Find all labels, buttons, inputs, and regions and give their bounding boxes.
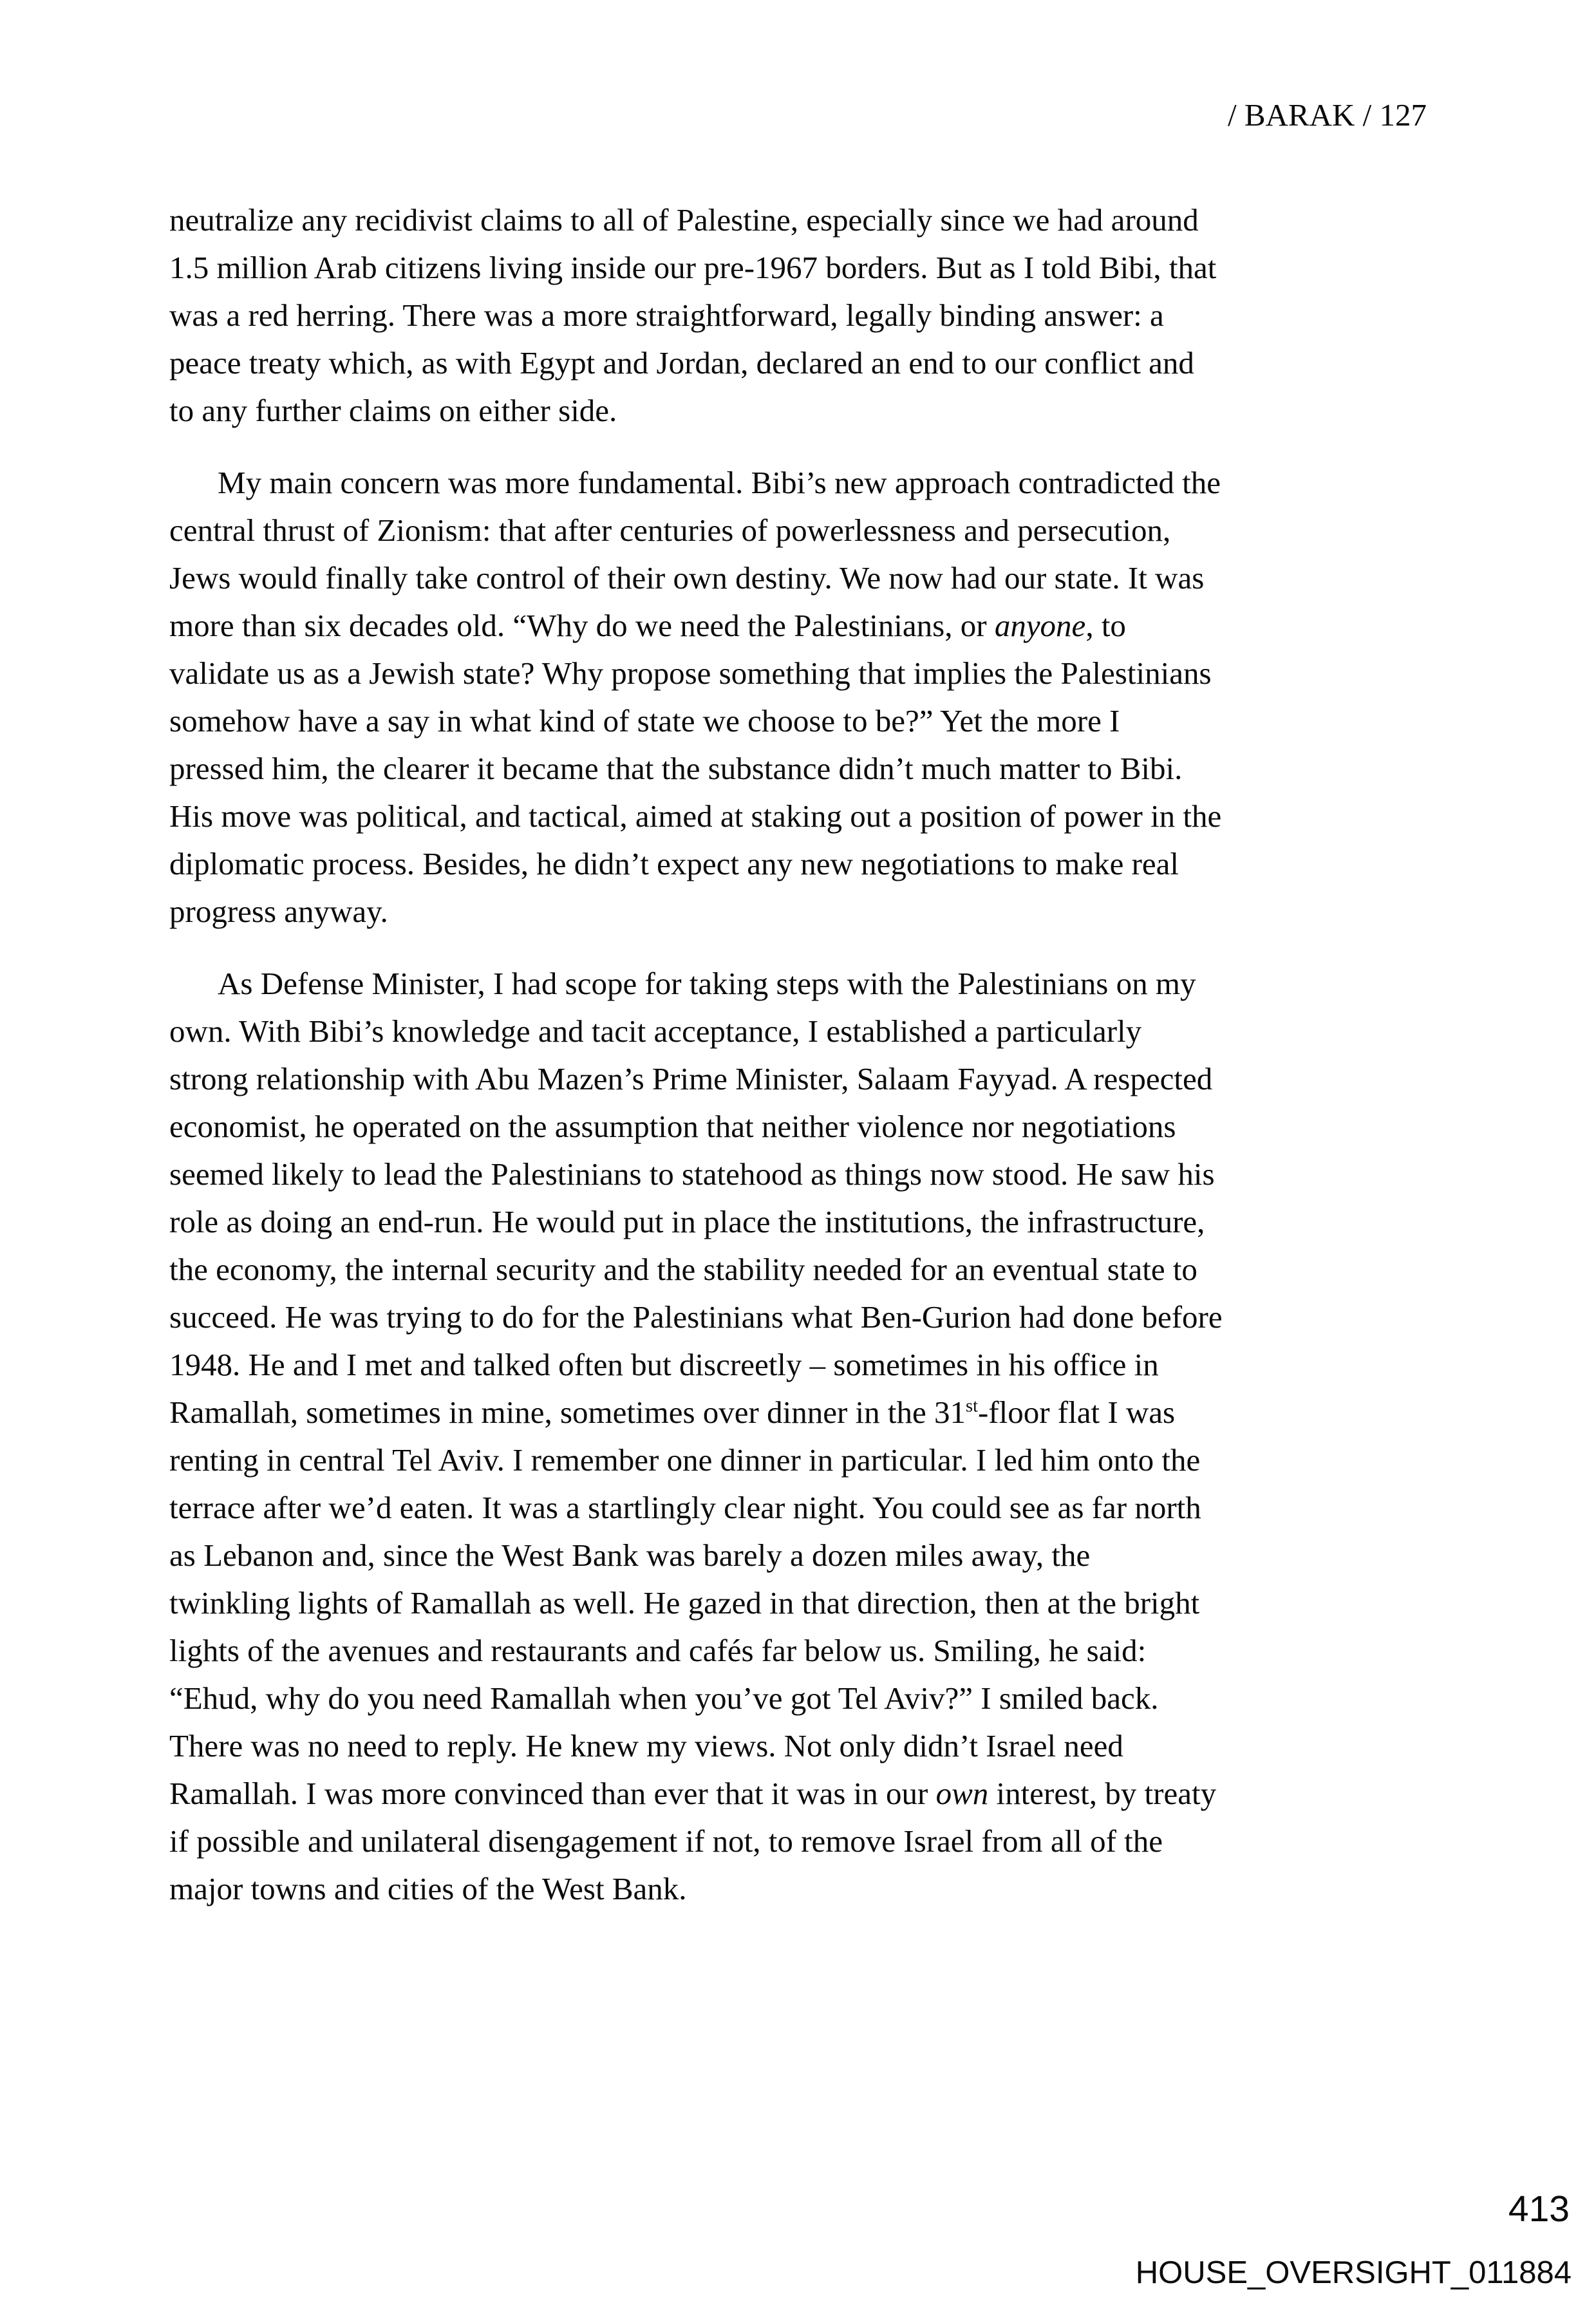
- text-segment: validate us as a Jewish state? Why propose something that implies the Palestinians: [169, 655, 1212, 691]
- text-segment: major towns and cities of the West Bank.: [169, 1871, 687, 1906]
- text-segment: central thrust of Zionism: that after centuries of powerlessness and persecution,: [169, 512, 1171, 548]
- text-segment: the economy, the internal security and the stability needed for an eventual state to: [169, 1252, 1197, 1287]
- text-segment: strong relationship with Abu Mazen’s Prime Minister, Salaam Fayyad. A respected: [169, 1061, 1213, 1096]
- text-segment: neutralize any recidivist claims to all of Palestine, especially since we had around: [169, 202, 1199, 238]
- text-line: [169, 1484, 1427, 1532]
- text-line: [169, 1055, 1427, 1103]
- text-segment: Ramallah, sometimes in mine, sometimes over dinner in the 31: [169, 1395, 966, 1430]
- text-line: [169, 1818, 1427, 1865]
- text-segment: 1948. He and I met and talked often but discreetly – sometimes in his office in: [169, 1347, 1159, 1382]
- text-segment: interest, by treaty: [988, 1776, 1217, 1811]
- text-line: [169, 960, 1427, 1008]
- text-line: [169, 1627, 1427, 1675]
- text-segment: progress anyway.: [169, 894, 388, 929]
- text-line: [169, 1008, 1427, 1055]
- text-segment: As Defense Minister, I had scope for taking steps with the Palestinians on my: [218, 966, 1196, 1001]
- text-line: [169, 793, 1427, 840]
- text-line: [169, 459, 1427, 507]
- text-line: [169, 650, 1427, 697]
- text-line: [169, 697, 1427, 745]
- italic-text: own: [935, 1776, 989, 1811]
- superscript-text: st: [966, 1396, 978, 1416]
- italic-text: anyone: [994, 608, 1086, 643]
- text-segment: My main concern was more fundamental. Bibi’s new approach contradicted the: [218, 465, 1221, 500]
- page-header: / BARAK / 127: [1227, 97, 1427, 133]
- text-segment: peace treaty which, as with Egypt and Jordan, declared an end to our conflict and: [169, 345, 1194, 381]
- text-line: [169, 244, 1427, 292]
- text-segment: Ramallah. I was more convinced than ever that it was in our: [169, 1776, 936, 1811]
- text-line: [169, 1579, 1427, 1627]
- text-segment: -floor flat I was: [977, 1395, 1176, 1430]
- text-line: [169, 1341, 1427, 1389]
- text-segment: succeed. He was trying to do for the Palestinians what Ben-Gurion had done before: [169, 1299, 1223, 1335]
- text-line: [169, 1246, 1427, 1293]
- text-segment: His move was political, and tactical, aimed at staking out a position of power in the: [169, 798, 1222, 834]
- text-line: [169, 1675, 1427, 1722]
- paragraph: [169, 459, 1427, 935]
- text-line: [169, 1532, 1427, 1579]
- text-line: [169, 1103, 1427, 1151]
- text-segment: economist, he operated on the assumption that neither violence nor negotiations: [169, 1109, 1176, 1144]
- text-line: [169, 602, 1427, 650]
- bates-stamp: HOUSE_OVERSIGHT_011884: [1135, 2255, 1572, 2290]
- text-segment: as Lebanon and, since the West Bank was barely a dozen miles away, the: [169, 1537, 1091, 1573]
- text-segment: own. With Bibi’s knowledge and tacit acceptance, I established a particularly: [169, 1013, 1142, 1049]
- text-segment: There was no need to reply. He knew my views. Not only didn’t Israel need: [169, 1728, 1123, 1763]
- text-segment: more than six decades old. “Why do we need the Palestinians, or: [169, 608, 995, 643]
- text-segment: 1.5 million Arab citizens living inside our pre-1967 borders. But as I told Bibi, that: [169, 250, 1217, 285]
- text-line: [169, 1436, 1427, 1484]
- text-segment: , to: [1085, 608, 1126, 643]
- text-line: [169, 745, 1427, 793]
- text-segment: to any further claims on either side.: [169, 393, 617, 428]
- text-segment: seemed likely to lead the Palestinians to statehood as things now stood. He saw his: [169, 1156, 1215, 1192]
- text-line: [169, 554, 1427, 602]
- text-segment: was a red herring. There was a more straightforward, legally binding answer: a: [169, 297, 1164, 333]
- text-line: [169, 1198, 1427, 1246]
- paragraph: [169, 196, 1427, 435]
- text-line: [169, 1722, 1427, 1770]
- text-line: [169, 387, 1427, 435]
- text-line: [169, 1151, 1427, 1198]
- text-line: [169, 1770, 1427, 1818]
- text-line: [169, 888, 1427, 935]
- text-line: [169, 507, 1427, 554]
- text-line: [169, 196, 1427, 244]
- text-segment: pressed him, the clearer it became that the substance didn’t much matter to Bibi.: [169, 751, 1183, 786]
- text-segment: renting in central Tel Aviv. I remember one dinner in particular. I led him onto the: [169, 1442, 1201, 1478]
- text-segment: terrace after we’d eaten. It was a startlingly clear night. You could see as far north: [169, 1490, 1201, 1525]
- text-line: [169, 1865, 1427, 1913]
- text-segment: Jews would finally take control of their own destiny. We now had our state. It was: [169, 560, 1205, 596]
- text-line: [169, 339, 1427, 387]
- text-segment: role as doing an end-run. He would put in place the institutions, the infrastructure,: [169, 1204, 1205, 1239]
- text-line: [169, 1293, 1427, 1341]
- body-text: [169, 196, 1427, 1913]
- text-segment: somehow have a say in what kind of state we choose to be?” Yet the more I: [169, 703, 1120, 738]
- text-segment: “Ehud, why do you need Ramallah when you’ve got Tel Aviv?” I smiled back.: [169, 1680, 1159, 1716]
- text-segment: lights of the avenues and restaurants and cafés far below us. Smiling, he said:: [169, 1633, 1147, 1668]
- text-line: [169, 1389, 1427, 1436]
- text-segment: if possible and unilateral disengagement if not, to remove Israel from all of the: [169, 1823, 1163, 1859]
- paragraph: [169, 960, 1427, 1913]
- text-line: [169, 840, 1427, 888]
- text-segment: diplomatic process. Besides, he didn’t expect any new negotiations to make real: [169, 846, 1179, 881]
- text-line: [169, 292, 1427, 339]
- text-segment: twinkling lights of Ramallah as well. He gazed in that direction, then at the bright: [169, 1585, 1200, 1621]
- page-number: 413: [1508, 2188, 1570, 2230]
